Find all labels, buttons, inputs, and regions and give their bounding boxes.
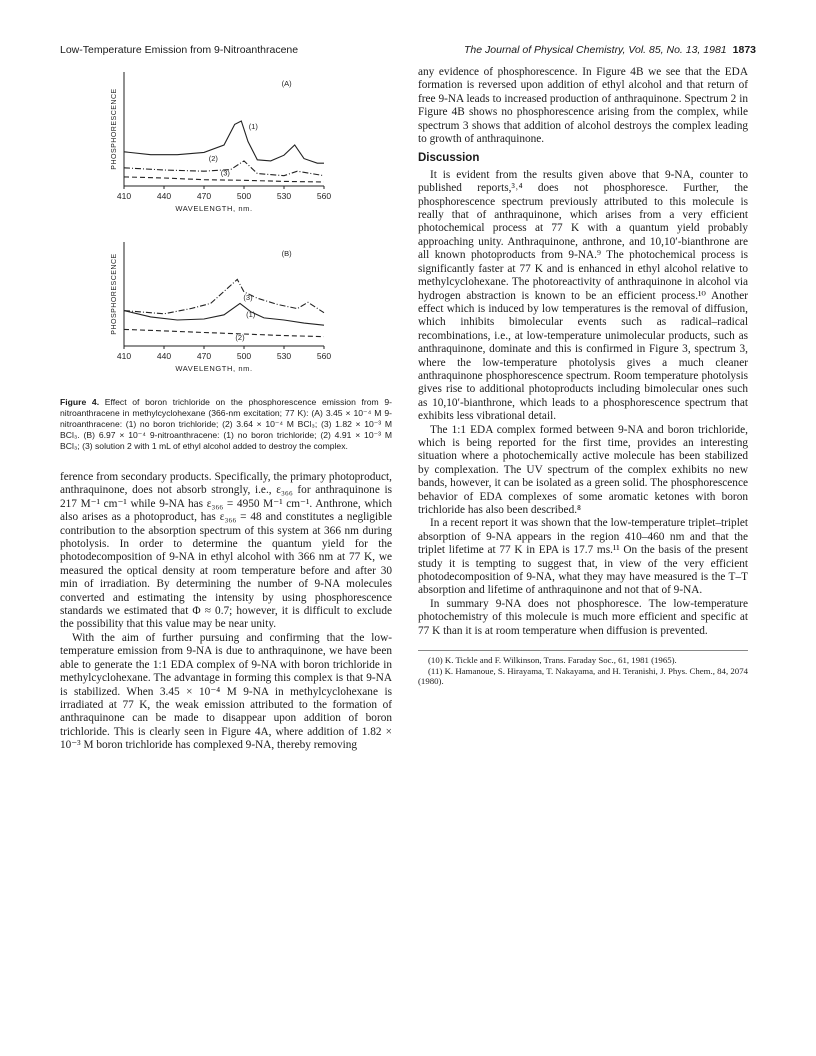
series-label: (2) [235, 332, 245, 342]
x-tick-label: 560 [316, 351, 332, 361]
running-header-title: Low-Temperature Emission from 9-Nitroanthracene [60, 44, 299, 56]
references [418, 650, 748, 687]
x-tick-label: 530 [276, 351, 292, 361]
x-tick-label: 410 [116, 191, 132, 201]
left-column [60, 471, 392, 753]
series-label: (1) [248, 122, 258, 131]
series-label: (3) [243, 293, 253, 303]
paragraph: It is evident from the results given above that 9-NA, counter to published reports,³˒⁴ does not phosphoresce. Further, the phosphorescence spectrum previously attributed to this molecule is really that of anthraquinone, which arises from a very efficient photochemical process at 77 K with a quantum yield probably approaching unity. Anthraquinone, anthrone, and 10,10′-bianthrone are all known photoproducts from 9-NA.⁹ The photochemical process is significantly faster at 77 K and is enhanced in ethyl alcohol relative to methylcyclohexane. The photoreactivity of anthraquinone in alcohol via hydrogen abstraction is known to be an efficient process.¹⁰ Another effect which is induced by low temperatures is the removal of diffusion, which inhibits bimolecular events such as radical–radical recombinations, i.e., at low-temperature unimolecular products, such as anthraquinone, dominate and this is confirmed in Figure 3, spectrum 3, where the low-temperature photolysis gives a much cleaner anthraquinone phosphorescence spectrum. Room temperature photolysis gives rise to additional photoproducts including bimolecular ones such as 10,10′-bianthrone, which leads to a phosphorescence spectrum that exhibits less vibrational detail. [418, 168, 748, 423]
x-axis-label: WAVELENGTH, nm. [175, 204, 253, 213]
running-header-journal [464, 44, 756, 56]
series-label: (3) [220, 168, 230, 178]
spectrum-B-2 [124, 329, 324, 336]
paragraph: In summary 9-NA does not phosphoresce. The low-temperature photochemistry of this molecule is much more efficient and specific at 77 K than it is at room temperature when diffusion is prevented. [418, 597, 748, 637]
panel-label: (A) [281, 79, 292, 88]
caption-text: Effect of boron trichloride on the phosphorescence emission from 9-nitroanthracene in methylcyclohexane (366-nm excitation; 77 K): (A) 3.45 × 10⁻⁴ M 9-nitroanthracene: (1) no boron trichloride; (2) 3.64 × 10⁻⁴ M BCl₃; (3) 1.82 × 10⁻³ M BCl₃. (B) 6.97 × 10⁻⁴ 9-nitroanthracene: (1) no boron trichloride; (2) 4.91 × 10⁻³ M BCl₃; (3) solution 2 with 1 mL of ethyl alcohol added to destroy the complex. [60, 397, 392, 451]
paragraph: In a recent report it was shown that the low-temperature triplet–triplet absorption of 9-NA appears in the region 410–460 nm and that the triplet lifetime at 77 K in EPA is 17.7 ms.¹¹ On the basis of the present study it is tempting to suggest that, in view of the very efficient photodecomposition of 9-NA, what they may have measured is the T–T absorption and lifetime of anthraquinone and not that of 9-NA. [418, 517, 748, 597]
series-label: (1) [246, 309, 256, 319]
page-number: 1873 [732, 44, 756, 56]
x-axis-label: WAVELENGTH, nm. [175, 364, 253, 373]
paragraph: With the aim of further pursuing and confirming that the low-temperature emission from 9-NA is due to anthraquinone, we have been able to generate the 1:1 EDA complex of 9-NA with boron trichloride in methylcyclohexane. The advantage in forming this complex is that 9-NA is stabilized. When 3.45 × 10⁻⁴ M 9-NA in methylcyclohexane is irradiated at 77 K, the weak emission attributed to the formation of anthraquinone can be made to disappear upon addition of boron trichloride. This is clearly seen in Figure 4A, where addition of 1.82 × 10⁻³ M boron trichloride has complexed 9-NA, thereby removing [60, 631, 392, 752]
reference: (10) K. Tickle and F. Wilkinson, Trans. Faraday Soc., 61, 1981 (1965). [428, 655, 677, 666]
section-heading: Discussion [418, 152, 480, 165]
paragraph: The 1:1 EDA complex formed between 9-NA and boron trichloride, which is being reported for the first time, provides an interesting situation where a photochemically active molecule has been stabilized by complexation. The UV spectrum of the complex exhibits no new bands, however, it can be isolated as a green solid. The phosphorescence behavior of EDA complexes of some aromatic ketones with boron trichloride has also been described.⁸ [418, 423, 748, 516]
spectrum-B-1 [124, 303, 324, 325]
x-tick-label: 560 [316, 191, 332, 201]
figure-caption [60, 397, 392, 452]
x-tick-label: 500 [236, 351, 252, 361]
x-tick-label: 410 [116, 351, 132, 361]
y-axis-label: PHOSPHORESCENCE [111, 88, 118, 170]
spectrum-A-1 [124, 121, 324, 163]
y-axis-label: PHOSPHORESCENCE [111, 253, 118, 335]
figure-4 [100, 70, 340, 388]
journal-citation: The Journal of Physical Chemistry, Vol. 85, No. 13, 1981 [464, 44, 727, 56]
x-tick-label: 440 [156, 191, 172, 201]
x-tick-label: 470 [196, 191, 212, 201]
right-column [418, 66, 748, 687]
reference: (11) K. Hamanoue, S. Hirayama, T. Nakayama, and H. Teranishi, J. Phys. Chem., 84, 2074 (1980). [418, 665, 748, 687]
caption-label: Figure 4. [60, 397, 100, 407]
panel-label: (B) [281, 249, 292, 258]
spectrum-B-3 [124, 279, 324, 313]
x-tick-label: 500 [236, 191, 252, 201]
series-label: (2) [208, 153, 218, 163]
x-tick-label: 470 [196, 351, 212, 361]
x-tick-label: 530 [276, 191, 292, 201]
x-tick-label: 440 [156, 351, 172, 361]
paragraph: ference from secondary products. Specifically, the primary photoproduct, anthraquinone, does not absorb strongly, i.e., ε₃₆₆ for anthraquinone is 217 M⁻¹ cm⁻¹ while 9-NA has ε₃₆₆ = 4950 M⁻¹ cm⁻¹. Anthrone, which also arises as a photoproduct, has ε₃₆₆ = 48 and constitutes a negligible contribution to the absorption spectrum of this system at 366 nm during photolysis. In order to determine the quantum yield for the photodecomposition of 9-NA in ethyl alcohol with 366 nm at 77 K, we measured the optical density at room temperature before and after 30 min of irradiation. By determining the number of 9-NA molecules converted and estimating the intensity by using phosphorescence standards we estimated that Φ ≈ 0.7; however, it is difficult to exclude the possibility that this value may be near unity. [60, 471, 392, 631]
paragraph: any evidence of phosphorescence. In Figure 4B we see that the EDA formation is reversed upon addition of ethyl alcohol and that return of free 9-NA leads to increased production of anthraquinone. Spectrum 2 in Figure 4B shows no phosphorescence arising from the complex, while spectrum 3 shows that addition of alcohol destroys the complex leading to growth of anthraquinone. [418, 66, 748, 146]
